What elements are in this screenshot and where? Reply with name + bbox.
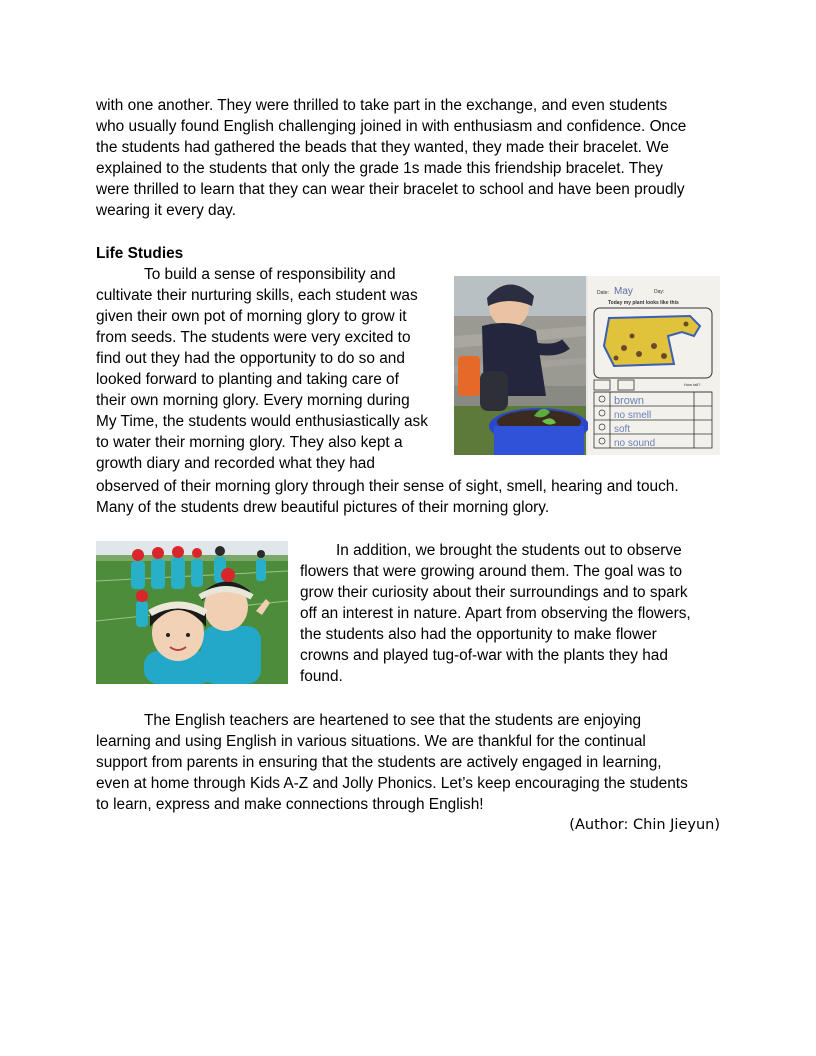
text-line: to water their morning glory. They also kept a xyxy=(96,434,403,451)
photo-student-plant-diary xyxy=(454,276,720,455)
text-line: cultivate their nurturing skills, each student was xyxy=(96,287,418,304)
text-line: explained to the students that only the grade 1s made this friendship bracelet. They xyxy=(96,160,663,177)
text-line: The English teachers are heartened to see that the students are enjoying xyxy=(144,712,642,729)
text-line: My Time, the students would enthusiastically ask xyxy=(96,413,428,430)
svg-text:Day:: Day: xyxy=(654,289,665,295)
author-credit: (Author: Chin Jieyun) xyxy=(569,817,720,833)
svg-text:no sound: no sound xyxy=(614,438,656,449)
text-line: from seeds. The students were very excited to xyxy=(96,329,411,346)
text-line: find out they had the opportunity to do so and xyxy=(96,350,405,367)
text-line: off an interest in nature. Apart from observing the flowers, xyxy=(300,605,691,622)
svg-text:How tall?: How tall? xyxy=(684,382,701,387)
text-line: wearing it every day. xyxy=(96,202,237,219)
text-line: found. xyxy=(300,668,343,685)
text-line: to learn, express and make connections through English! xyxy=(96,796,484,813)
text-line: were thrilled to learn that they can wear their bracelet to school and have been proudly xyxy=(96,181,685,198)
text-line: even at home through Kids A-Z and Jolly Phonics. Let’s keep encouraging the students xyxy=(96,775,688,792)
text-line: support from parents in ensuring that the students are actively engaged in learning, xyxy=(96,754,662,771)
section-heading: Life Studies xyxy=(96,245,184,262)
text-line: Many of the students drew beautiful pictures of their morning glory. xyxy=(96,499,550,516)
text-line: given their own pot of morning glory to grow it xyxy=(96,308,407,325)
text-line: who usually found English challenging joined in with enthusiasm and confidence. Once xyxy=(96,118,687,135)
photo-students-flower-crowns xyxy=(96,541,288,684)
svg-text:May: May xyxy=(614,286,633,297)
text-line: the students also had the opportunity to make flower xyxy=(300,626,657,643)
svg-text:no smell: no smell xyxy=(614,410,652,421)
svg-text:Date:: Date: xyxy=(597,290,609,296)
text-line: flowers that were growing around them. The goal was to xyxy=(300,563,683,580)
text-line: To build a sense of responsibility and xyxy=(144,266,396,283)
text-line: learning and using English in various situations. We are thankful for the continual xyxy=(96,733,646,750)
text-line: crowns and played tug-of-war with the plants they had xyxy=(300,647,668,664)
text-line: their own morning glory. Every morning during xyxy=(96,392,410,409)
text-line: the students had gathered the beads that they wanted, they made their bracelet. We xyxy=(96,139,669,156)
text-line: In addition, we brought the students out to observe xyxy=(336,542,682,559)
svg-text:Today my plant looks like this: Today my plant looks like this xyxy=(608,300,679,306)
text-line: grow their curiosity about their surroundings and to spark xyxy=(300,584,688,601)
svg-text:soft: soft xyxy=(614,424,631,435)
text-line: with one another. They were thrilled to take part in the exchange, and even students xyxy=(96,97,668,114)
text-line: growth diary and recorded what they had xyxy=(96,455,375,472)
text-line: looked forward to planting and taking care of xyxy=(96,371,399,388)
svg-text:brown: brown xyxy=(614,395,644,407)
text-line: observed of their morning glory through their sense of sight, smell, hearing and touch. xyxy=(96,478,679,495)
